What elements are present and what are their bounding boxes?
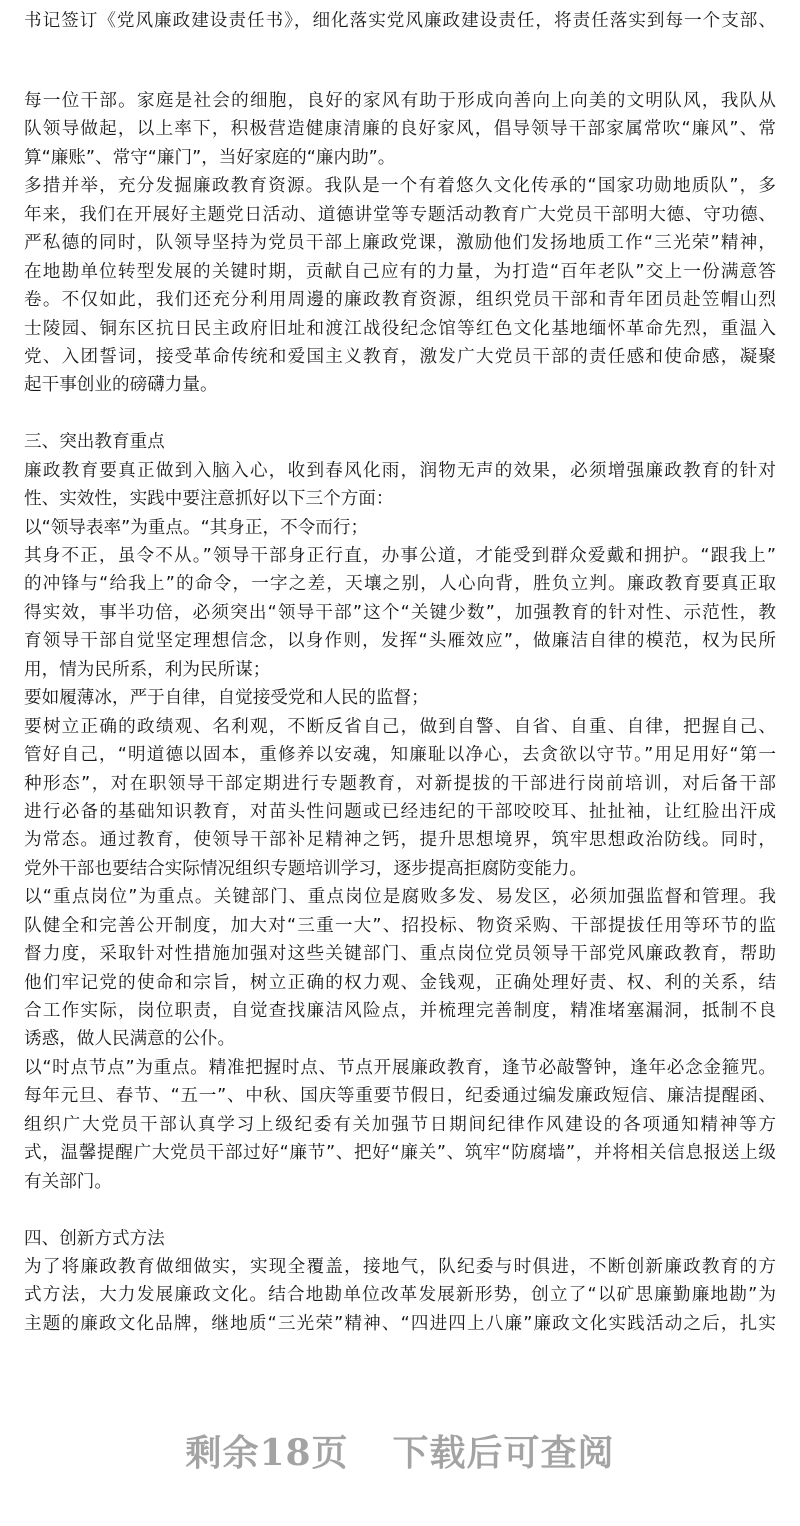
text-line: 年来，我们在开展好主题党日活动、道德讲堂等专题活动教育广大党员干部明大德、守功德、 <box>24 204 776 225</box>
text-line: 为常态。通过教育，使领导干部补足精神之钙，提升思想境界，筑牢思想政治防线。同时， <box>24 830 776 851</box>
text-line: 廉政教育要真正做到入脑入心，收到春风化雨，润物无声的效果，必须增强廉政教育的针对 <box>24 460 776 481</box>
text-line: 种形态”，对在职领导干部定期进行专题教育，对新提拔的干部进行岗前培训，对后备干部 <box>24 773 776 794</box>
document-body-text <box>24 87 776 1338</box>
text-line: 在地勘单位转型发展的关键时期，贡献自己应有的力量，为打造“百年老队”交上一份满意答 <box>24 261 776 282</box>
text-line: 合工作实际，岗位职责，自觉查找廉洁风险点，并梳理完善制度，精准堵塞漏洞，抵制不良 <box>24 1001 776 1021</box>
text-line: 队健全和完善公开制度，加大对“三重一大”、招投标、物资采购、干部提拔任用等环节的监 <box>24 915 776 936</box>
text-line: 每年元旦、春节、“五一”、中秋、国庆等重要节假日，纪委通过编发廉政短信、廉洁提醒函、 <box>24 1086 776 1107</box>
text-line: 以“重点岗位”为重点。关键部门、重点岗位是腐败多发、易发区，必须加强监督和管理。我 <box>24 887 776 908</box>
text-line: 书记签订《党风廉政建设责任书》，细化落实党风廉政建设责任，将责任落实到每一个支部、 <box>24 11 776 31</box>
remaining-pages-label[interactable]: 剩余18页 <box>185 1432 349 1474</box>
text-line: 性、实效性，实践中要注意抓好以下三个方面： <box>24 489 394 510</box>
text-line: 要树立正确的政绩观、名利观，不断反省自己，做到自警、自省、自重、自律，把握自己、 <box>24 716 776 737</box>
text-line: 队领导做起，以上率下，积极营造健康清廉的良好家风，倡导领导干部家属常吹“廉风”、常 <box>24 119 776 140</box>
text-line: 其身不正，虽令不从。”领导干部身正行直，办事公道，才能受到群众爱戴和拥护。“跟我上” <box>24 546 776 566</box>
download-to-read-label[interactable]: 下载后可查阅 <box>392 1432 615 1474</box>
text-line: 诱惑，做人民满意的公仆。 <box>24 1029 236 1050</box>
text-line: 卷。不仅如此，我们还充分利用周邊的廉政教育资源，组织党员干部和青年团员赴笠帽山烈 <box>24 290 776 311</box>
text-line: 组织广大党员干部认真学习上级纪委有关加强节日期间纪律作风建设的各项通知精神等方 <box>24 1114 776 1135</box>
text-line: 得实效，事半功倍，必须突出“领导干部”这个“关键少数”，加强教育的针对性、示范性，教 <box>24 602 776 623</box>
text-line: 主题的廉政文化品牌，继地质“三光荣”精神、“四进四上八廉”廉政文化实践活动之后，扎实 <box>24 1313 776 1334</box>
text-line: 式方法，大力发展廉政文化。结合地勘单位改革发展新形势，创立了“以矿思廉勤廉地勘”为 <box>24 1285 776 1306</box>
section-heading: 四、创新方式方法 <box>24 1228 165 1249</box>
text-line: 用，情为民所系，利为民所谋； <box>24 659 271 680</box>
document-top-text <box>24 7 776 35</box>
text-line: 严私德的同时，队领导坚持为党员干部上廉政党课，激励他们发扬地质工作“三光荣”精神， <box>24 233 776 254</box>
text-line: 管好自己，“明道德以固本，重修养以安魂，知廉耻以净心，去贪欲以守节。”用足用好“第一 <box>24 745 776 766</box>
blank-line <box>24 400 776 428</box>
text-line: 督力度，采取针对性措施加强对这些关键部门、重点岗位党员领导干部党风廉政教育，帮助 <box>24 944 776 965</box>
blank-line <box>24 1196 776 1224</box>
text-line: 士陵园、铜东区抗日民主政府旧址和渡江战役纪念馆等红色文化基地缅怀革命先烈，重温入 <box>24 318 776 339</box>
text-line: 以“时点节点”为重点。精准把握时点、节点开展廉政教育，逢节必敲警钟，逢年必念金箍咒。 <box>24 1057 776 1078</box>
text-line: 党、入团誓词，接受革命传统和爱国主义教育，激发广大党员干部的责任感和使命感，凝聚 <box>24 346 776 367</box>
text-line: 他们牢记党的使命和宗旨，树立正确的权力观、金钱观，正确处理好责、权、利的关系，结 <box>24 972 776 993</box>
text-line: 起干事创业的磅礴力量。 <box>24 375 218 396</box>
text-line: 以“领导表率”为重点。“其身正，不令而行； <box>24 517 369 538</box>
text-line: 育领导干部自觉坚定理想信念，以身作则，发挥“头雁效应”，做廉洁自律的模范，权为民所 <box>24 631 776 652</box>
download-prompt[interactable] <box>0 1425 800 1476</box>
text-line: 多措并举，充分发掘廉政教育资源。我队是一个有着悠久文化传承的“国家功勋地质队”，多 <box>24 176 776 197</box>
text-line: 有关部门。 <box>24 1171 112 1192</box>
text-line: 式，温馨提醒广大党员干部过好“廉节”、把好“廉关”、筑牢“防腐墙”，并将相关信息报送上级 <box>24 1143 776 1164</box>
text-line: 为了将廉政教育做细做实，实现全覆盖，接地气，队纪委与时俱进，不断创新廉政教育的方 <box>24 1256 776 1277</box>
text-line: 要如履薄冰，严于自律，自觉接受党和人民的监督； <box>24 688 429 709</box>
text-line: 党外干部也要结合实际情况组织专题培训学习，逐步提高拒腐防变能力。 <box>24 858 588 879</box>
text-line: 算“廉账”、常守“廉门”，当好家庭的“廉内助”。 <box>24 147 396 168</box>
text-line: 进行必备的基础知识教育，对苗头性问题或已经违纪的干部咬咬耳、扯扯袖，让红脸出汗成 <box>24 801 776 822</box>
text-line: 的冲锋与“给我上”的命令，一字之差，天壤之别，人心向背，胜负立判。廉政教育要真正取 <box>24 574 776 595</box>
text-line: 每一位干部。家庭是社会的细胞，良好的家风有助于形成向善向上向美的文明队风，我队从 <box>24 91 776 111</box>
section-heading: 三、突出教育重点 <box>24 432 165 453</box>
